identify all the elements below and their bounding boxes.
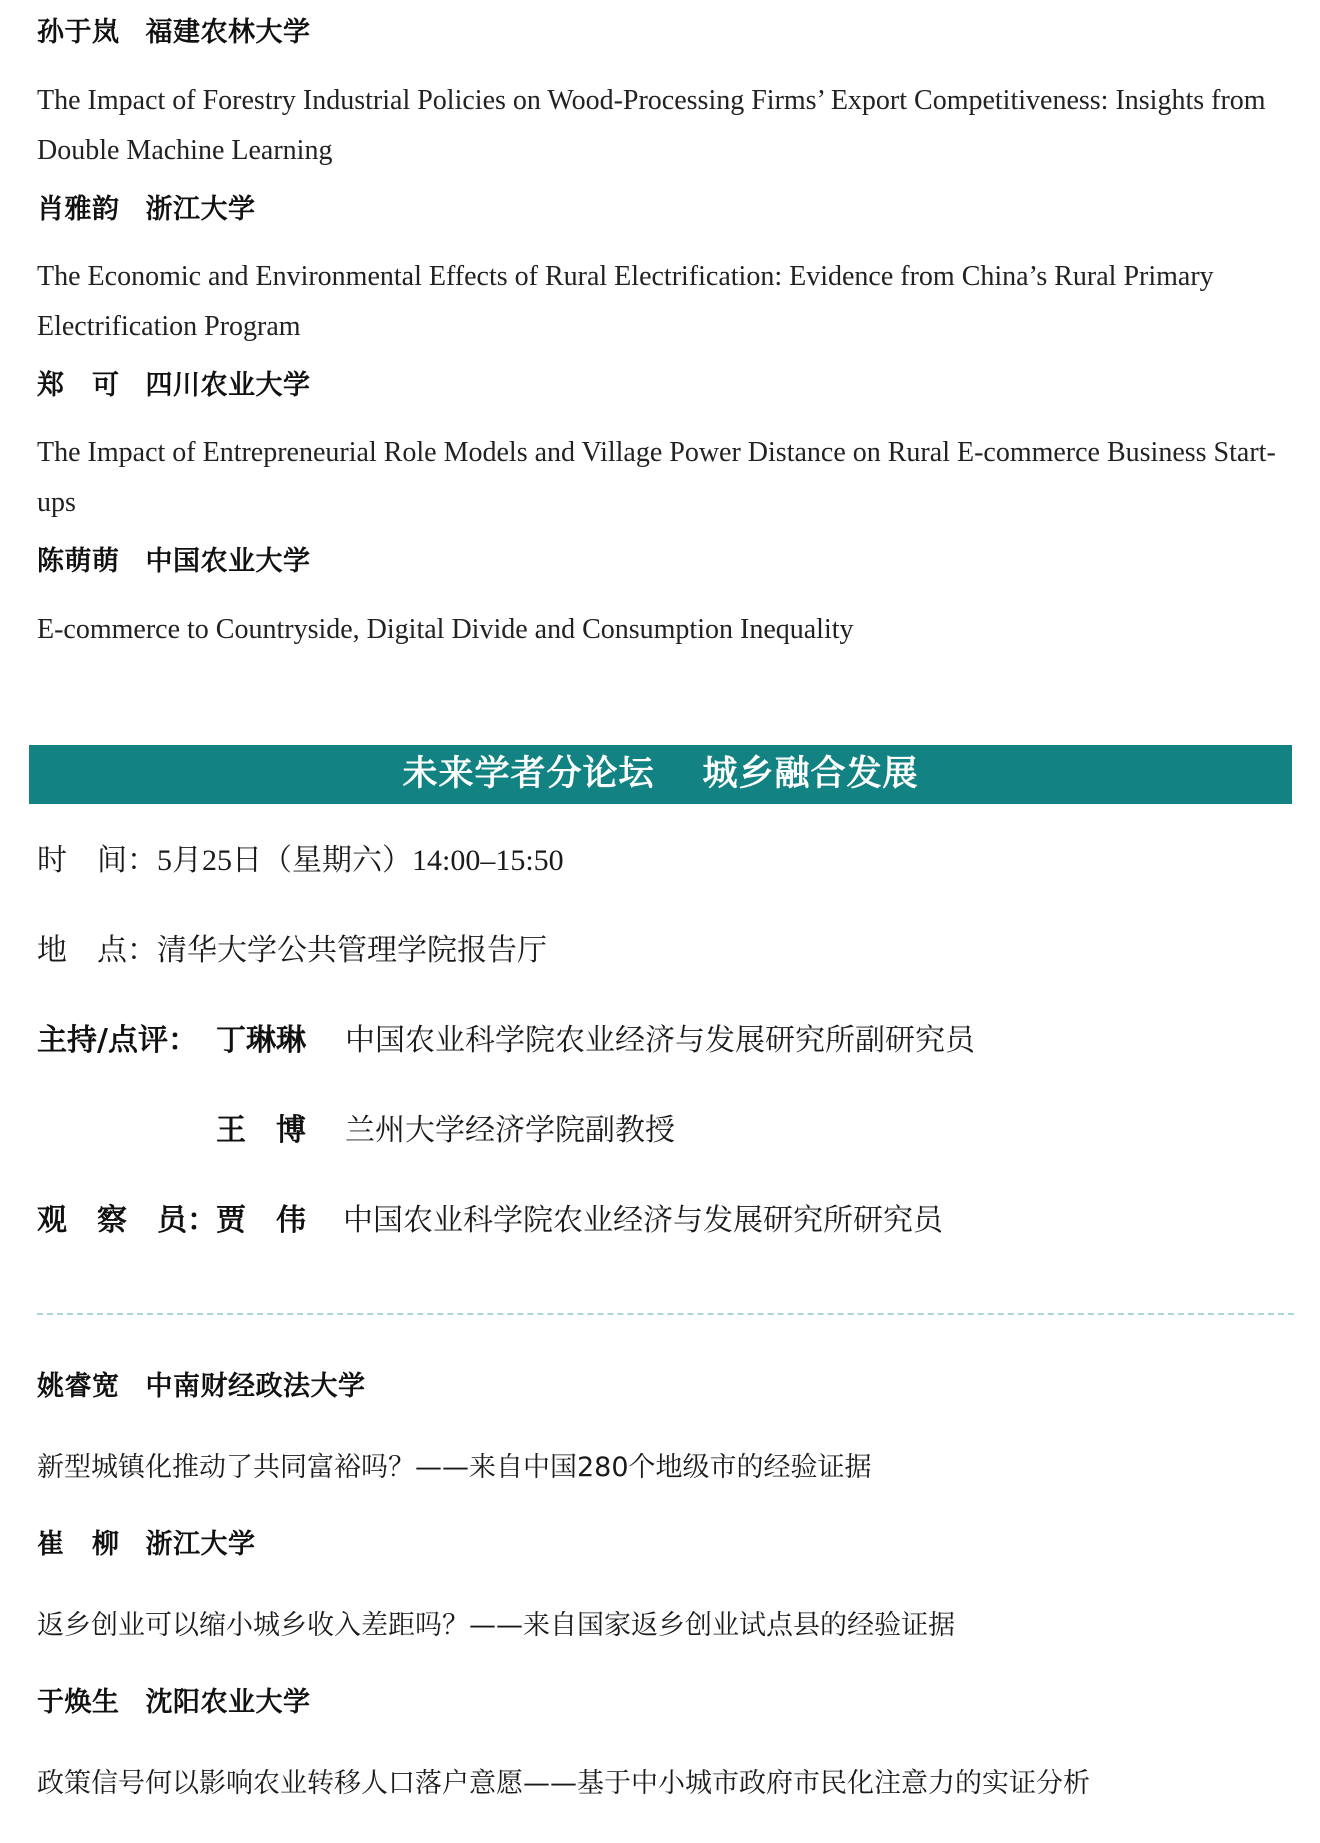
author-school: 沈阳农业大学 <box>145 1687 311 1718</box>
paper-author-line <box>37 1686 311 1720</box>
author-name: 肖雅韵 <box>37 194 120 225</box>
session-place <box>37 931 547 971</box>
paper-author-line <box>37 545 311 579</box>
paper-title: E-commerce to Countryside, Digital Divide and Consumption Inequality <box>37 614 854 645</box>
place-label: 地 点： <box>37 933 157 968</box>
author-name: 陈萌萌 <box>37 546 120 577</box>
author-school: 中国农业大学 <box>145 546 311 577</box>
paper-title: The Economic and Environmental Effects of Rural Electrification: Evidence from China’s Rural Primary Electrification Program <box>37 261 1214 342</box>
paper-author-line <box>37 1370 366 1404</box>
host-affiliation: 中国农业科学院农业经济与发展研究所副研究员 <box>345 1023 975 1058</box>
host-affiliation: 兰州大学经济学院副教授 <box>345 1113 675 1148</box>
paper-author-line <box>37 16 311 50</box>
observer-affiliation: 中国农业科学院农业经济与发展研究所研究员 <box>343 1203 943 1238</box>
paper-title: 政策信号何以影响农业转移人口落户意愿——基于中小城市政府市民化注意力的实证分析 <box>37 1768 1090 1799</box>
author-school: 四川农业大学 <box>145 370 311 401</box>
session-time <box>37 841 564 881</box>
author-school: 浙江大学 <box>145 1529 256 1560</box>
paper-title: The Impact of Entrepreneurial Role Models and Village Power Distance on Rural E-commerce Business Start-ups <box>37 437 1276 518</box>
paper-author-line <box>37 1528 256 1562</box>
observer-label-line <box>37 1201 217 1241</box>
author-school: 中南财经政法大学 <box>145 1371 366 1402</box>
author-name: 姚睿宽 <box>37 1371 120 1402</box>
author-name: 于焕生 <box>37 1687 120 1718</box>
banner-session-title: 城乡融合发展 <box>702 754 919 794</box>
place-value: 清华大学公共管理学院报告厅 <box>157 933 547 968</box>
paper-title: 新型城镇化推动了共同富裕吗？——来自中国280个地级市的经验证据 <box>37 1452 872 1483</box>
paper-title: The Impact of Forestry Industrial Policies on Wood-Processing Firms’ Export Competitiveness: Insights from Double Machine Learning <box>37 85 1266 166</box>
author-name: 郑 可 <box>37 370 120 401</box>
time-label: 时 间： <box>37 843 157 878</box>
paper-author-line <box>37 193 256 227</box>
observer-name: 贾 伟 <box>216 1203 306 1238</box>
author-school: 福建农林大学 <box>145 17 311 48</box>
banner-forum-title: 未来学者分论坛 <box>402 754 655 794</box>
paper-title: 返乡创业可以缩小城乡收入差距吗？——来自国家返乡创业试点县的经验证据 <box>37 1610 955 1641</box>
host-label-line <box>37 1021 198 1061</box>
author-name: 孙于岚 <box>37 17 120 48</box>
host-name: 王 博 <box>216 1113 306 1148</box>
section-divider <box>37 1313 1294 1315</box>
time-value: 5月25日（星期六）14:00–15:50 <box>157 844 564 877</box>
author-name: 崔 柳 <box>37 1529 120 1560</box>
section-banner <box>29 745 1292 804</box>
host-label: 主持/点评： <box>37 1023 198 1058</box>
author-school: 浙江大学 <box>145 194 256 225</box>
host-name: 丁琳琳 <box>216 1023 306 1058</box>
observer-label: 观 察 员： <box>37 1203 217 1238</box>
paper-author-line <box>37 369 311 403</box>
